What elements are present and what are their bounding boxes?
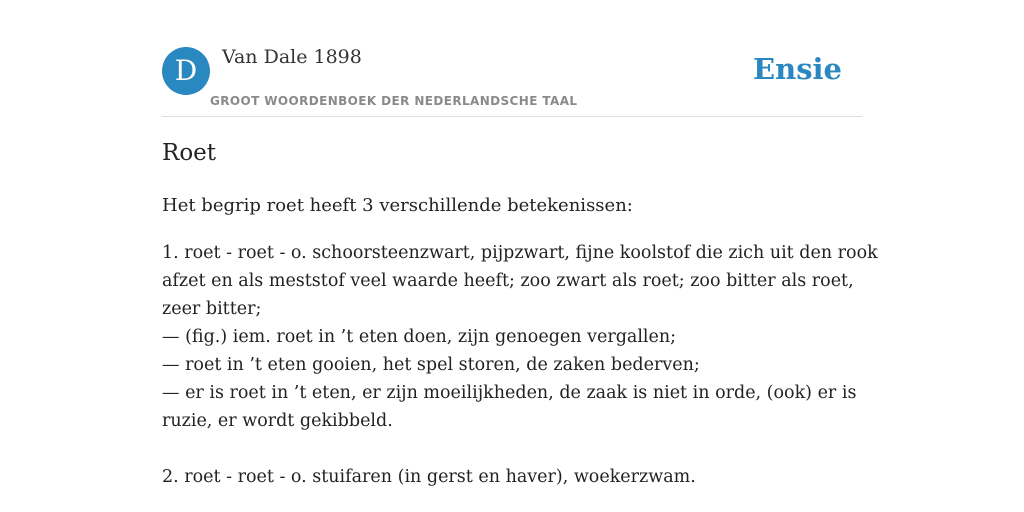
source-avatar[interactable]: D	[162, 47, 210, 95]
definition-spacer	[162, 435, 862, 463]
entry-title: Roet	[162, 140, 217, 166]
definition-1-line: ruzie, er wordt gekibbeld.	[162, 411, 393, 431]
source-title[interactable]: Van Dale 1898	[222, 46, 362, 68]
definition-1-line: — er is roet in ’t eten, er zijn moeilijkheden, de zaak is niet in orde, (ook) er is	[162, 383, 857, 403]
entry-intro: Het begrip roet heeft 3 verschillende betekenissen:	[162, 195, 633, 216]
definitions	[162, 239, 878, 491]
definition-1-line: zeer bitter;	[162, 299, 262, 319]
definition-1-line: — (fig.) iem. roet in ’t eten doen, zijn genoegen vergallen;	[162, 327, 677, 347]
definition-1-line: 1. roet - roet - o. schoorsteenzwart, pijpzwart, fijne koolstof die zich uit den rook	[162, 243, 878, 263]
brand-logo[interactable]: Ensie	[753, 52, 842, 86]
definition-1-line: afzet en als meststof veel waarde heeft; zoo zwart als roet; zoo bitter als roet,	[162, 271, 854, 291]
header	[162, 0, 862, 117]
source-subtitle: GROOT WOORDENBOEK DER NEDERLANDSCHE TAAL	[210, 94, 578, 108]
definition-1-line: — roet in ’t eten gooien, het spel storen, de zaken bederven;	[162, 355, 700, 375]
definition-2: 2. roet - roet - o. stuifaren (in gerst en haver), woekerzwam.	[162, 467, 696, 487]
